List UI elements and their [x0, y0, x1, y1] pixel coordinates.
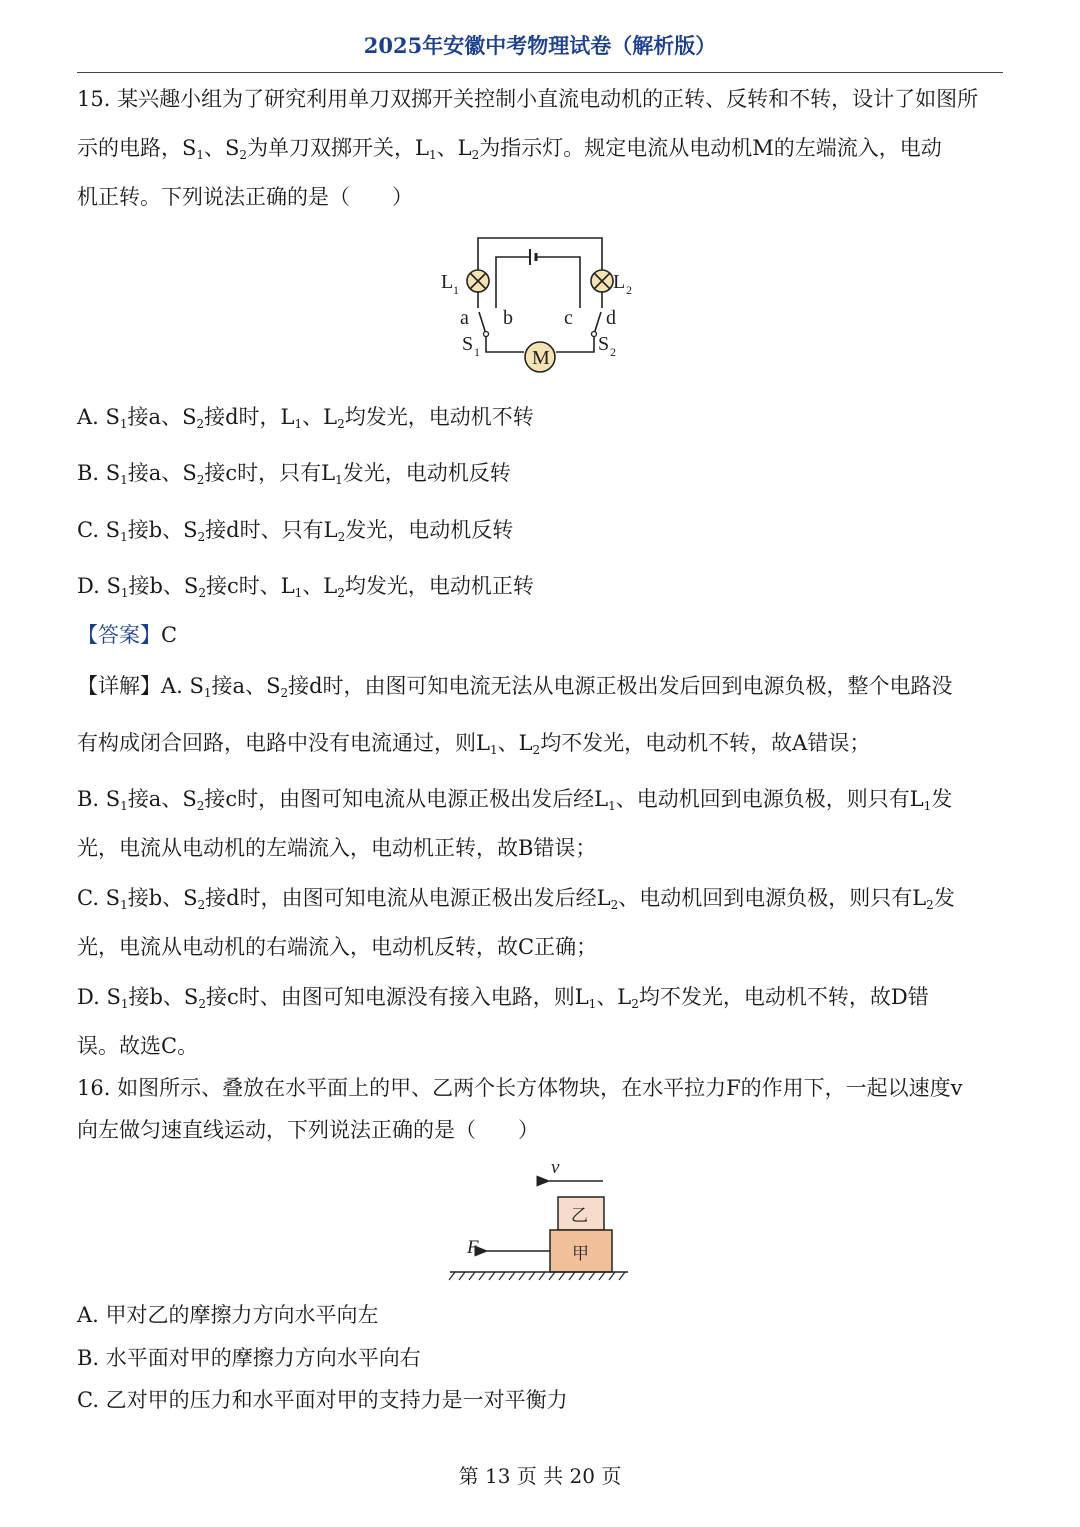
- q15-detail-line8: 误。故选C。: [77, 1034, 199, 1058]
- svg-text:F: F: [467, 1237, 479, 1258]
- svg-text:a: a: [460, 307, 469, 329]
- page-number: 第 13 页 共 20 页: [458, 1464, 622, 1488]
- q15-answer: 【答案】C: [77, 623, 178, 647]
- q16-stem-line1: 16. 如图所示、叠放在水平面上的甲、乙两个长方体物块，在水平拉力F的作用下，一起以速度v: [77, 1076, 963, 1100]
- svg-text:2: 2: [626, 283, 632, 297]
- blocks-diagram: [445, 1155, 635, 1285]
- svg-text:乙: 乙: [571, 1206, 588, 1226]
- detail-tag: 【详解】: [77, 674, 161, 698]
- lamp-L1: [467, 270, 489, 292]
- motor-label: M: [532, 347, 550, 369]
- circuit-diagram: [436, 230, 646, 375]
- svg-text:d: d: [606, 307, 616, 329]
- q15-detail-line5: C. $S_1$接b、$S_2$接d时，由图可知电流从电源正极出发后经$L_2$、电动机回到电源负极，则只有$L_2$发: [77, 886, 955, 912]
- svg-text:2: 2: [610, 345, 616, 359]
- q15-detail-line2: 有构成闭合回路，电路中没有电流通过，则$L_1$、$L_2$均不发光，电动机不转，故A错误；: [77, 731, 871, 757]
- svg-text:c: c: [564, 307, 573, 329]
- svg-text:v: v: [551, 1157, 560, 1178]
- svg-text:L: L: [441, 271, 454, 293]
- q16-option-b: B. 水平面对甲的摩擦力方向水平向右: [77, 1346, 421, 1370]
- q15-detail-line1: 【详解】A. $S_1$接a、$S_2$接d时，由图可知电流无法从电源正极出发后回到电源负极，整个电路没: [77, 674, 953, 700]
- svg-text:S: S: [598, 333, 610, 355]
- q15-option-d: D. $S_1$接b、$S_2$接c时、$L_1$、$L_2$均发光，电动机正转: [77, 574, 534, 600]
- q15-detail-line6: 光，电流从电动机的右端流入，电动机反转，故C正确；: [77, 935, 598, 959]
- lamp-L2: [591, 270, 613, 292]
- q15-option-b: B. $S_1$接a、$S_2$接c时，只有$L_1$发光，电动机反转: [77, 461, 511, 487]
- q16-option-c: C. 乙对甲的压力和水平面对甲的支持力是一对平衡力: [77, 1388, 568, 1412]
- q15-option-c: C. $S_1$接b、$S_2$接d时、只有$L_2$发光，电动机反转: [77, 518, 514, 544]
- svg-text:1: 1: [474, 345, 480, 359]
- q15-detail-line7: D. $S_1$接b、$S_2$接c时、由图可知电源没有接入电路，则$L_1$、$L_2$均不发光，电动机不转，故D错: [77, 985, 929, 1011]
- svg-text:b: b: [503, 307, 513, 329]
- q15-option-a: A. $S_1$接a、$S_2$接d时，$L_1$、$L_2$均发光，电动机不转: [77, 405, 534, 431]
- q16-option-a: A. 甲对乙的摩擦力方向水平向左: [77, 1303, 379, 1327]
- q15-detail-line4: 光，电流从电动机的左端流入，电动机正转，故B错误；: [77, 836, 597, 860]
- svg-text:L: L: [613, 271, 626, 293]
- q15-detail-line3: B. $S_1$接a、$S_2$接c时，由图可知电流从电源正极出发后经$L_1$、电动机回到电源负极，则只有$L_1$发: [77, 787, 953, 813]
- svg-text:S: S: [462, 333, 474, 355]
- header-rule: [77, 72, 1003, 73]
- document-title: 2025年安徽中考物理试卷（解析版）: [363, 33, 717, 58]
- q15-stem-line2: 示的电路，$S_1$、$S_2$为单刀双掷开关，$L_1$、$L_2$为指示灯。规定电流从电动机M的左端流入，电动: [77, 136, 942, 162]
- q15-stem-line3: 机正转。下列说法正确的是（ ）: [77, 185, 413, 209]
- svg-text:甲: 甲: [572, 1244, 589, 1264]
- q16-stem-line2: 向左做匀速直线运动，下列说法正确的是（ ）: [77, 1118, 539, 1142]
- q15-stem-line1: 15. 某兴趣小组为了研究利用单刀双掷开关控制小直流电动机的正转、反转和不转，设计了如图所: [77, 87, 979, 111]
- answer-tag: 【答案】: [77, 623, 161, 647]
- svg-text:1: 1: [453, 283, 459, 297]
